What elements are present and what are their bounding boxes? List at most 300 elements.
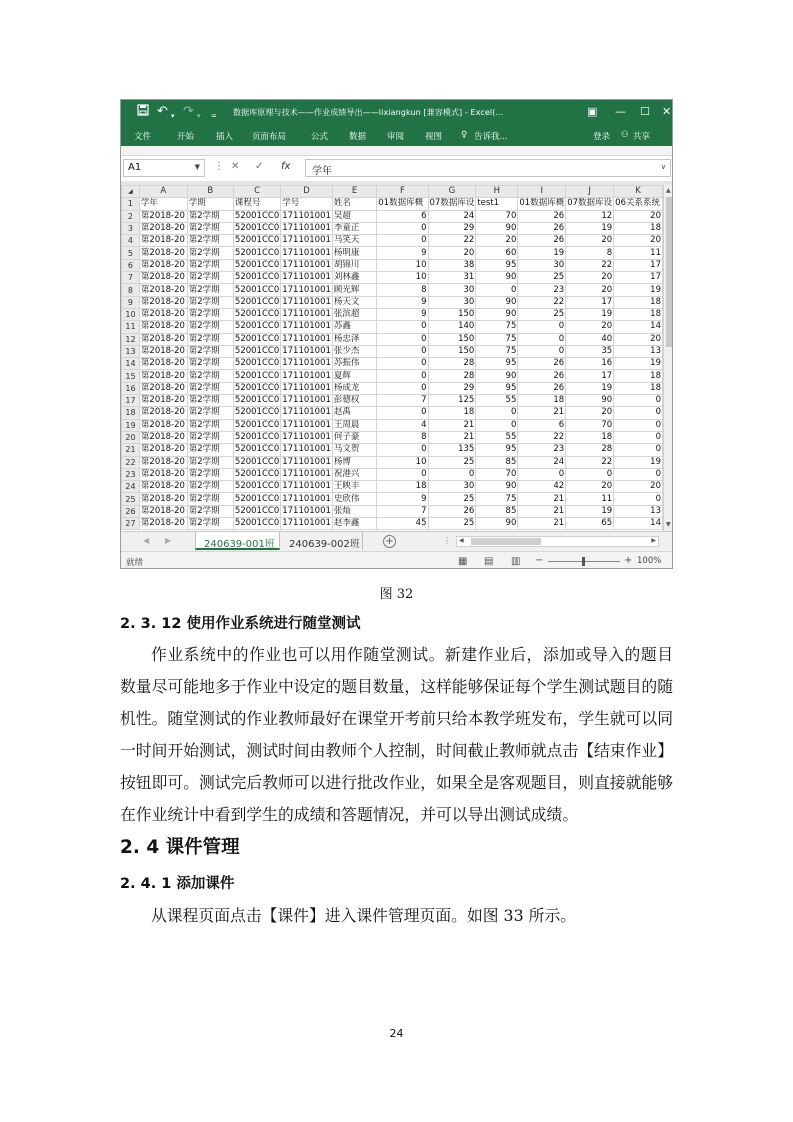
table-cell[interactable]: 0 [518, 468, 566, 480]
row-header[interactable]: 25 [122, 493, 140, 505]
table-cell[interactable]: 95 [476, 444, 518, 456]
table-cell[interactable]: 第2018-20 [139, 493, 187, 505]
row-header[interactable]: 8 [122, 284, 140, 296]
table-cell[interactable]: 第2018-20 [139, 284, 187, 296]
table-cell[interactable]: 52001CC0 [234, 382, 280, 393]
sheet-tab-002[interactable]: 240639-002班 [281, 532, 363, 550]
table-cell[interactable]: 第2018-20 [139, 333, 187, 345]
table-cell[interactable]: 07数据库设 [429, 198, 475, 209]
undo-dropdown-icon[interactable]: ▾ [171, 112, 175, 120]
redo-dropdown-icon[interactable]: ▾ [197, 112, 201, 120]
table-cell[interactable]: 17 [566, 370, 614, 382]
insert-function-icon[interactable]: fx [281, 161, 291, 172]
table-cell[interactable]: 17 [614, 259, 663, 271]
table-cell[interactable]: 70 [566, 419, 614, 431]
table-cell[interactable]: 19 [614, 456, 663, 468]
table-cell[interactable]: 第2018-20 [139, 444, 187, 456]
table-cell[interactable]: 52001CC0 [234, 321, 280, 332]
table-cell[interactable]: 30 [428, 481, 476, 493]
table-cell[interactable]: 171101001 [282, 321, 331, 332]
row-header[interactable]: 3 [122, 222, 140, 234]
table-cell[interactable]: 9 [377, 296, 428, 308]
table-cell[interactable]: 17 [566, 296, 614, 308]
table-cell[interactable]: 第2学期 [187, 468, 233, 480]
maximize-icon[interactable]: ☐ [640, 105, 650, 118]
table-cell[interactable]: 祝港兴 [332, 468, 376, 480]
column-header-h[interactable]: H [476, 186, 518, 198]
table-cell[interactable]: 29 [428, 222, 476, 234]
row-header[interactable]: 23 [122, 468, 140, 480]
table-cell[interactable]: 苏振伟 [332, 358, 376, 370]
table-cell[interactable]: 12 [566, 210, 614, 222]
table-cell[interactable]: 70 [476, 210, 518, 222]
table-cell[interactable]: 75 [476, 345, 518, 357]
table-cell[interactable]: 9 [377, 493, 428, 505]
table-cell[interactable]: 28 [566, 444, 614, 456]
undo-icon[interactable]: ↶ [157, 104, 168, 119]
table-cell[interactable]: 张滨超 [332, 308, 376, 320]
table-cell[interactable]: 第2018-20 [139, 321, 187, 333]
table-cell[interactable]: 01数据库概 [519, 198, 565, 209]
table-cell[interactable]: 0 [614, 493, 663, 505]
table-cell[interactable]: 171101001 [282, 370, 331, 381]
table-cell[interactable]: 杨明康 [332, 247, 376, 259]
table-cell[interactable]: 85 [476, 505, 518, 517]
table-cell[interactable]: 0 [377, 468, 428, 480]
table-cell[interactable]: 13 [614, 505, 663, 517]
table-cell[interactable]: 171101001 [282, 309, 331, 320]
tab-page-layout[interactable]: 页面布局 [252, 132, 287, 142]
table-cell[interactable]: 150 [428, 333, 476, 345]
table-cell[interactable]: 第2018-20 [139, 395, 187, 407]
table-cell[interactable]: 第2学期 [187, 333, 233, 345]
table-cell[interactable]: 171101001 [282, 346, 331, 356]
table-cell[interactable]: 24 [518, 456, 566, 468]
zoom-slider[interactable] [548, 561, 620, 562]
expand-formula-icon[interactable]: ∨ [660, 163, 666, 171]
table-cell[interactable]: 28 [428, 370, 476, 382]
row-header[interactable]: 5 [122, 247, 140, 259]
table-cell[interactable]: 19 [518, 247, 566, 259]
table-cell[interactable]: 第2018-20 [139, 456, 187, 468]
table-cell[interactable]: 52001CC0 [234, 284, 280, 295]
table-cell[interactable]: 第2学期 [187, 505, 233, 517]
table-cell[interactable]: 第2018-20 [139, 222, 187, 234]
tab-view[interactable]: 视图 [425, 132, 443, 142]
table-cell[interactable]: 26 [428, 505, 476, 517]
row-header[interactable]: 4 [122, 235, 140, 247]
table-cell[interactable]: 第2018-20 [139, 431, 187, 443]
table-cell[interactable]: 20 [566, 284, 614, 296]
normal-view-icon[interactable]: ▦ [458, 556, 468, 567]
table-cell[interactable]: 李童正 [332, 222, 376, 234]
row-header[interactable]: 9 [122, 296, 140, 308]
zoom-level[interactable]: 100% [637, 556, 662, 566]
tab-formulas[interactable]: 公式 [311, 132, 329, 142]
table-cell[interactable]: 第2018-20 [139, 308, 187, 320]
table-cell[interactable]: 张少杰 [332, 345, 376, 357]
column-header-c[interactable]: C [233, 186, 280, 198]
table-cell[interactable]: 胡锦川 [332, 259, 376, 271]
table-cell[interactable]: 8 [566, 247, 614, 259]
table-cell[interactable]: 52001CC0 [234, 456, 280, 467]
table-cell[interactable]: 52001CC0 [234, 223, 280, 234]
row-header[interactable]: 21 [122, 444, 140, 456]
table-cell[interactable]: 75 [476, 321, 518, 333]
table-cell[interactable]: 0 [614, 407, 663, 419]
table-cell[interactable]: 23 [518, 284, 566, 296]
table-cell[interactable]: 52001CC0 [234, 468, 280, 479]
table-cell[interactable]: 第2学期 [187, 247, 233, 259]
table-cell[interactable]: 30 [518, 259, 566, 271]
table-cell[interactable]: 26 [518, 358, 566, 370]
table-cell[interactable]: 10 [377, 259, 428, 271]
table-cell[interactable]: 顾光辉 [332, 284, 376, 296]
zoom-in-icon[interactable]: + [624, 555, 633, 566]
table-cell[interactable]: 6 [518, 419, 566, 431]
zoom-out-icon[interactable]: − [535, 555, 544, 566]
table-cell[interactable]: 第2学期 [187, 481, 233, 493]
table-cell[interactable]: 40 [566, 333, 614, 345]
column-header-j[interactable]: J [566, 186, 614, 198]
table-cell[interactable]: 52001CC0 [234, 407, 280, 418]
table-cell[interactable]: 75 [476, 493, 518, 505]
table-cell[interactable]: 26 [518, 370, 566, 382]
table-cell[interactable]: test1 [476, 198, 518, 210]
table-cell[interactable]: 30 [428, 296, 476, 308]
table-cell[interactable]: 20 [566, 272, 614, 284]
share-button[interactable]: 共享 [633, 132, 651, 142]
table-cell[interactable]: 95 [476, 259, 518, 271]
table-cell[interactable]: 王映丰 [332, 481, 376, 493]
column-header-e[interactable]: E [332, 186, 376, 198]
table-cell[interactable]: 18 [518, 395, 566, 407]
table-cell[interactable]: 171101001 [282, 518, 331, 529]
table-cell[interactable]: 第2学期 [187, 395, 233, 407]
table-cell[interactable]: 14 [614, 321, 663, 333]
table-cell[interactable]: 52001CC0 [234, 247, 280, 258]
spreadsheet-grid[interactable] [121, 185, 663, 531]
table-cell[interactable]: 第2018-20 [139, 296, 187, 308]
row-header[interactable]: 1 [122, 198, 140, 210]
table-cell[interactable]: 20 [428, 247, 476, 259]
row-header[interactable]: 10 [122, 308, 140, 320]
table-cell[interactable]: 第2018-20 [139, 382, 187, 394]
table-cell[interactable]: 第2学期 [187, 358, 233, 370]
table-cell[interactable]: 42 [518, 481, 566, 493]
row-header[interactable]: 14 [122, 358, 140, 370]
table-cell[interactable]: 26 [518, 235, 566, 247]
table-cell[interactable]: 16 [566, 358, 614, 370]
table-cell[interactable]: 52001CC0 [234, 518, 280, 529]
table-cell[interactable]: 第2018-20 [139, 345, 187, 357]
table-cell[interactable]: 52001CC0 [234, 346, 280, 356]
next-sheet-icon[interactable]: ▶ [165, 536, 172, 545]
table-cell[interactable]: 第2学期 [187, 382, 233, 394]
table-cell[interactable]: 王周晨 [332, 419, 376, 431]
table-cell[interactable]: 25 [428, 493, 476, 505]
table-cell[interactable]: 第2018-20 [139, 505, 187, 517]
table-cell[interactable]: 52001CC0 [234, 309, 280, 320]
table-cell[interactable]: 第2学期 [187, 284, 233, 296]
sheet-tab-001[interactable]: 240639-001班 [195, 532, 280, 550]
table-cell[interactable]: 35 [566, 345, 614, 357]
table-cell[interactable]: 52001CC0 [234, 419, 280, 430]
table-cell[interactable]: 171101001 [282, 419, 331, 430]
row-header[interactable]: 22 [122, 456, 140, 468]
table-cell[interactable]: 171101001 [282, 444, 331, 455]
row-header[interactable]: 20 [122, 431, 140, 443]
table-cell[interactable]: 第2学期 [187, 222, 233, 234]
table-cell[interactable]: 90 [476, 308, 518, 320]
table-cell[interactable]: 0 [476, 407, 518, 419]
table-cell[interactable]: 9 [377, 308, 428, 320]
table-cell[interactable]: 25 [518, 308, 566, 320]
table-cell[interactable]: 25 [518, 272, 566, 284]
table-cell[interactable]: 22 [428, 235, 476, 247]
table-cell[interactable]: 171101001 [282, 296, 331, 307]
table-cell[interactable]: 28 [428, 358, 476, 370]
table-cell[interactable]: 史欣伟 [332, 493, 376, 505]
table-cell[interactable]: 07数据库设 [567, 198, 613, 209]
table-cell[interactable]: 52001CC0 [234, 358, 280, 369]
table-cell[interactable]: 171101001 [282, 333, 331, 344]
tab-split-icon[interactable]: ⋮ [443, 536, 451, 545]
table-cell[interactable]: 赵李鑫 [332, 518, 376, 530]
table-cell[interactable]: 0 [614, 395, 663, 407]
table-cell[interactable]: 夏辉 [332, 370, 376, 382]
table-cell[interactable]: 7 [377, 395, 428, 407]
row-header[interactable]: 2 [122, 210, 140, 222]
table-cell[interactable]: 90 [566, 395, 614, 407]
table-cell[interactable]: 52001CC0 [234, 272, 280, 283]
table-cell[interactable]: 第2018-20 [139, 518, 187, 530]
table-cell[interactable]: 20 [566, 407, 614, 419]
close-icon[interactable]: ✕ [662, 105, 672, 118]
table-cell[interactable]: 171101001 [282, 247, 331, 258]
row-header[interactable]: 27 [122, 518, 140, 530]
tab-insert[interactable]: 插入 [216, 132, 234, 142]
table-cell[interactable]: 0 [377, 222, 428, 234]
table-cell[interactable]: 第2018-20 [139, 235, 187, 247]
table-cell[interactable]: 18 [614, 296, 663, 308]
table-cell[interactable]: 21 [428, 431, 476, 443]
table-cell[interactable]: 吴超 [332, 210, 376, 222]
horizontal-scroll-thumb[interactable] [471, 538, 541, 545]
column-header-b[interactable]: B [187, 186, 233, 198]
table-cell[interactable]: 60 [476, 247, 518, 259]
table-cell[interactable]: 赵禹 [332, 407, 376, 419]
table-cell[interactable]: 52001CC0 [234, 395, 280, 406]
column-header-g[interactable]: G [428, 186, 476, 198]
table-cell[interactable]: 14 [614, 518, 663, 530]
table-cell[interactable]: 20 [566, 481, 614, 493]
table-cell[interactable]: 第2018-20 [139, 370, 187, 382]
table-cell[interactable]: 0 [377, 370, 428, 382]
page-break-view-icon[interactable]: ▥ [511, 556, 521, 567]
table-cell[interactable]: 90 [476, 481, 518, 493]
chevron-down-icon[interactable]: ▼ [194, 163, 200, 171]
table-cell[interactable]: 第2学期 [187, 235, 233, 247]
table-cell[interactable]: 171101001 [282, 407, 331, 418]
table-cell[interactable]: 85 [476, 456, 518, 468]
column-header-d[interactable]: D [281, 186, 333, 198]
name-box[interactable] [123, 159, 205, 177]
table-cell[interactable]: 9 [377, 247, 428, 259]
prev-sheet-icon[interactable]: ◀ [143, 536, 150, 545]
select-all-corner[interactable]: ◢ [122, 186, 140, 198]
table-cell[interactable]: 第2018-20 [139, 259, 187, 271]
vertical-scrollbar[interactable] [663, 185, 673, 531]
table-cell[interactable]: 24 [428, 210, 476, 222]
column-header-a[interactable]: A [139, 186, 187, 198]
table-cell[interactable]: 171101001 [282, 358, 331, 369]
table-cell[interactable]: 171101001 [282, 493, 331, 504]
table-cell[interactable]: 171101001 [282, 210, 331, 221]
table-cell[interactable]: 90 [476, 272, 518, 284]
table-cell[interactable]: 18 [428, 407, 476, 419]
table-cell[interactable]: 刘林鑫 [332, 272, 376, 284]
table-cell[interactable]: 52001CC0 [234, 493, 280, 504]
table-cell[interactable]: 第2学期 [187, 345, 233, 357]
table-cell[interactable]: 52001CC0 [234, 333, 280, 344]
table-cell[interactable]: 0 [518, 321, 566, 333]
cancel-icon[interactable]: ✕ [231, 161, 240, 172]
table-cell[interactable]: 20 [614, 481, 663, 493]
table-cell[interactable]: 21 [518, 407, 566, 419]
column-header-f[interactable]: F [377, 186, 428, 198]
table-cell[interactable]: 0 [476, 284, 518, 296]
table-cell[interactable]: 52001CC0 [234, 210, 280, 221]
table-cell[interactable]: 0 [476, 419, 518, 431]
table-cell[interactable]: 第2学期 [187, 370, 233, 382]
page-layout-view-icon[interactable]: ▤ [484, 556, 494, 567]
minimize-icon[interactable]: — [615, 105, 626, 118]
ribbon-display-icon[interactable]: ▣ [587, 105, 598, 118]
add-sheet-icon[interactable]: + [383, 535, 396, 548]
table-cell[interactable]: 21 [518, 518, 566, 530]
table-cell[interactable]: 4 [377, 419, 428, 431]
table-cell[interactable]: 21 [518, 493, 566, 505]
table-cell[interactable]: 19 [566, 382, 614, 394]
row-header[interactable]: 11 [122, 321, 140, 333]
table-cell[interactable]: 19 [566, 222, 614, 234]
table-cell[interactable]: 马文贺 [332, 444, 376, 456]
row-header[interactable]: 17 [122, 395, 140, 407]
table-cell[interactable]: 38 [428, 259, 476, 271]
table-cell[interactable]: 26 [518, 222, 566, 234]
customize-qat-icon[interactable]: = [211, 112, 217, 120]
table-cell[interactable]: 0 [377, 321, 428, 333]
table-cell[interactable]: 95 [476, 382, 518, 394]
table-cell[interactable]: 第2学期 [187, 419, 233, 431]
column-header-k[interactable]: K [614, 186, 663, 198]
row-header[interactable]: 12 [122, 333, 140, 345]
table-cell[interactable]: 10 [377, 272, 428, 284]
table-cell[interactable]: 20 [566, 321, 614, 333]
table-cell[interactable]: 杨成龙 [332, 382, 376, 394]
tab-file[interactable]: 文件 [134, 132, 152, 142]
table-cell[interactable]: 25 [428, 456, 476, 468]
tab-data[interactable]: 数据 [349, 132, 367, 142]
table-cell[interactable]: 0 [614, 431, 663, 443]
table-cell[interactable]: 171101001 [282, 468, 331, 479]
table-cell[interactable]: 55 [476, 431, 518, 443]
table-cell[interactable]: 第2学期 [187, 308, 233, 320]
table-cell[interactable]: 171101001 [282, 259, 331, 270]
table-cell[interactable]: 0 [518, 333, 566, 345]
table-cell[interactable]: 第2018-20 [139, 358, 187, 370]
table-cell[interactable]: 0 [377, 358, 428, 370]
table-cell[interactable]: 52001CC0 [234, 432, 280, 443]
tell-me-box[interactable]: 告诉我... [474, 132, 508, 142]
table-cell[interactable]: 95 [476, 358, 518, 370]
table-cell[interactable]: 第2学期 [187, 407, 233, 419]
table-cell[interactable]: 171101001 [282, 395, 331, 406]
tab-home[interactable]: 开始 [177, 132, 195, 142]
table-cell[interactable]: 彭德权 [332, 395, 376, 407]
table-cell[interactable]: 171101001 [282, 382, 331, 393]
table-cell[interactable]: 0 [377, 382, 428, 394]
table-cell[interactable]: 171101001 [282, 223, 331, 234]
table-cell[interactable]: 171101001 [282, 481, 331, 492]
table-cell[interactable]: 19 [614, 358, 663, 370]
enter-icon[interactable]: ✓ [255, 161, 264, 172]
table-cell[interactable]: 52001CC0 [234, 370, 280, 381]
tab-review[interactable]: 审阅 [387, 132, 405, 142]
table-cell[interactable]: 何子豪 [332, 431, 376, 443]
table-cell[interactable]: 52001CC0 [234, 481, 280, 492]
table-cell[interactable]: 171101001 [282, 456, 331, 467]
table-cell[interactable]: 18 [614, 370, 663, 382]
table-cell[interactable]: 18 [614, 382, 663, 394]
redo-icon[interactable]: ↷ [183, 104, 194, 119]
table-cell[interactable]: 22 [566, 456, 614, 468]
horizontal-scrollbar[interactable] [456, 536, 659, 547]
table-cell[interactable]: 20 [614, 210, 663, 222]
table-cell[interactable]: 90 [476, 370, 518, 382]
table-cell[interactable]: 22 [518, 296, 566, 308]
table-cell[interactable]: 13 [614, 345, 663, 357]
table-cell[interactable]: 第2学期 [187, 210, 233, 222]
table-cell[interactable]: 18 [614, 308, 663, 320]
table-cell[interactable]: 65 [566, 518, 614, 530]
table-cell[interactable]: 杨忠泽 [332, 333, 376, 345]
table-cell[interactable]: 90 [476, 222, 518, 234]
row-header[interactable]: 18 [122, 407, 140, 419]
table-cell[interactable]: 19 [614, 284, 663, 296]
table-cell[interactable]: 第2018-20 [139, 468, 187, 480]
table-cell[interactable]: 杨博 [332, 456, 376, 468]
row-header[interactable]: 13 [122, 345, 140, 357]
table-cell[interactable]: 31 [428, 272, 476, 284]
table-cell[interactable]: 姓名 [332, 198, 376, 210]
table-cell[interactable]: 26 [518, 382, 566, 394]
table-cell[interactable]: 20 [614, 333, 663, 345]
table-cell[interactable]: 第2018-20 [139, 210, 187, 222]
scroll-left-icon[interactable]: ◀ [459, 537, 464, 544]
table-cell[interactable]: 75 [476, 333, 518, 345]
table-cell[interactable]: 20 [566, 235, 614, 247]
table-cell[interactable]: 21 [428, 419, 476, 431]
table-cell[interactable]: 90 [476, 296, 518, 308]
table-cell[interactable]: 第2018-20 [139, 481, 187, 493]
table-cell[interactable]: 第2018-20 [139, 419, 187, 431]
table-cell[interactable]: 19 [566, 308, 614, 320]
table-cell[interactable]: 第2学期 [187, 296, 233, 308]
table-cell[interactable]: 171101001 [282, 432, 331, 443]
table-cell[interactable]: 0 [428, 468, 476, 480]
